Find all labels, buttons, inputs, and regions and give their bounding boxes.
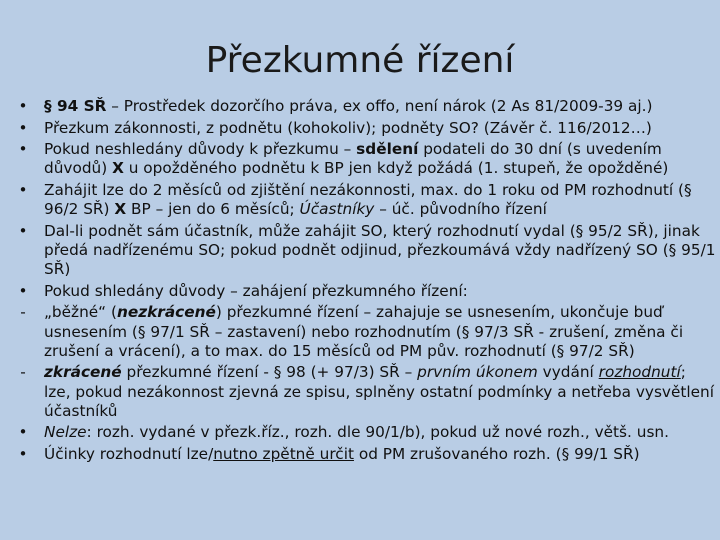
bullet-list [16, 97, 716, 467]
text-segment: X [114, 200, 127, 219]
list-item [16, 181, 716, 219]
list-item [16, 303, 716, 361]
text-segment: : rozh. vydané v přezk.říz., rozh. dle 90/1/b), pokud už nové rozh., větš. usn. [86, 423, 669, 442]
text-segment: Dal-li podnět sám účastník, může zahájit SO, který rozhodnutí vydal (§ 95/2 SŘ), jinak předá nadřízenému SO; pokud podnět odjinud, přezkoumává vždy nadřízený SO (§ 95/1 SŘ) [44, 221, 716, 279]
text-segment: nutno zpětně určit [213, 444, 354, 463]
text-segment: prvním úkonem [417, 363, 538, 382]
bullet-marker: • [18, 118, 28, 137]
list-item [16, 222, 716, 280]
text-segment: nezkrácené [116, 303, 216, 322]
text-segment: Přezkum zákonnosti, z podnětu (kohokoliv); podněty SO? (Závěr č. 116/2012…) [44, 118, 652, 137]
text-segment: – úč. původního řízení [374, 200, 547, 219]
dash-marker: - [20, 303, 26, 322]
text-segment: Zahájit lze do 2 měsíců od zjištění nezákonnosti, max. do 1 roku od PM rozhodnutí (§ 96/2 SŘ) [44, 180, 692, 219]
text-segment: podateli do 30 dní (s uvedením důvodů) [44, 140, 662, 178]
text-segment: „běžné“ ( [44, 303, 117, 322]
list-item [16, 363, 716, 421]
bullet-marker: • [18, 97, 28, 115]
text-segment: ; lze, pokud nezákonnost zjevná ze spisu, splněny ostatní podmínky a netřeba vysvětlení účastníků [44, 363, 714, 420]
text-segment: ) přezkumné řízení – zahajuje se usnesením, ukončuje buď usnesením (§ 97/1 SŘ – zastavení) nebo rozhodnutím (§ 97/3 SŘ - zrušení, změna či zrušení a vrácení), a to max. do 15 měsíců od PM pův. rozhodnutí (§ 97/2 SŘ) [44, 303, 684, 360]
list-item [16, 423, 716, 442]
text-segment: Pokud shledány důvody – zahájení přezkumného řízení: [44, 281, 468, 300]
list-item [16, 140, 716, 178]
text-segment: Účastníky [299, 200, 375, 219]
bullet-marker: • [18, 444, 28, 463]
bullet-marker: • [18, 281, 28, 300]
slide-title: Přezkumné řízení [205, 40, 515, 81]
list-item [16, 445, 716, 464]
dash-marker: - [20, 363, 26, 382]
text-segment: Nelze [44, 423, 87, 442]
bullet-marker: • [18, 221, 28, 240]
list-item [16, 119, 716, 138]
text-segment: sdělení [356, 140, 419, 159]
list-item [16, 97, 716, 116]
text-segment: Účinky rozhodnutí lze/ [44, 444, 214, 463]
bullet-marker: • [18, 423, 28, 442]
bullet-marker: • [18, 180, 28, 199]
list-item [16, 282, 716, 301]
text-segment: § 94 SŘ [44, 97, 107, 115]
text-segment: u opožděného podnětu k BP jen když požádá (1. stupeň, že opožděné) [123, 159, 669, 178]
text-segment: Pokud neshledány důvody k přezkumu – [44, 140, 357, 159]
bullet-marker: • [18, 140, 28, 159]
text-segment: vydání [537, 363, 599, 382]
text-segment: BP – jen do 6 měsíců; [126, 200, 300, 219]
text-segment: rozhodnutí [598, 363, 681, 382]
text-segment: přezkumné řízení - § 98 (+ 97/3) SŘ – [121, 363, 418, 382]
text-segment: zkrácené [44, 363, 122, 382]
text-segment: – Prostředek dozorčího práva, ex offo, není nárok (2 As 81/2009-39 aj.) [106, 97, 653, 115]
text-segment: X [112, 159, 124, 178]
text-segment: od PM zrušovaného rozh. (§ 99/1 SŘ) [353, 444, 640, 463]
